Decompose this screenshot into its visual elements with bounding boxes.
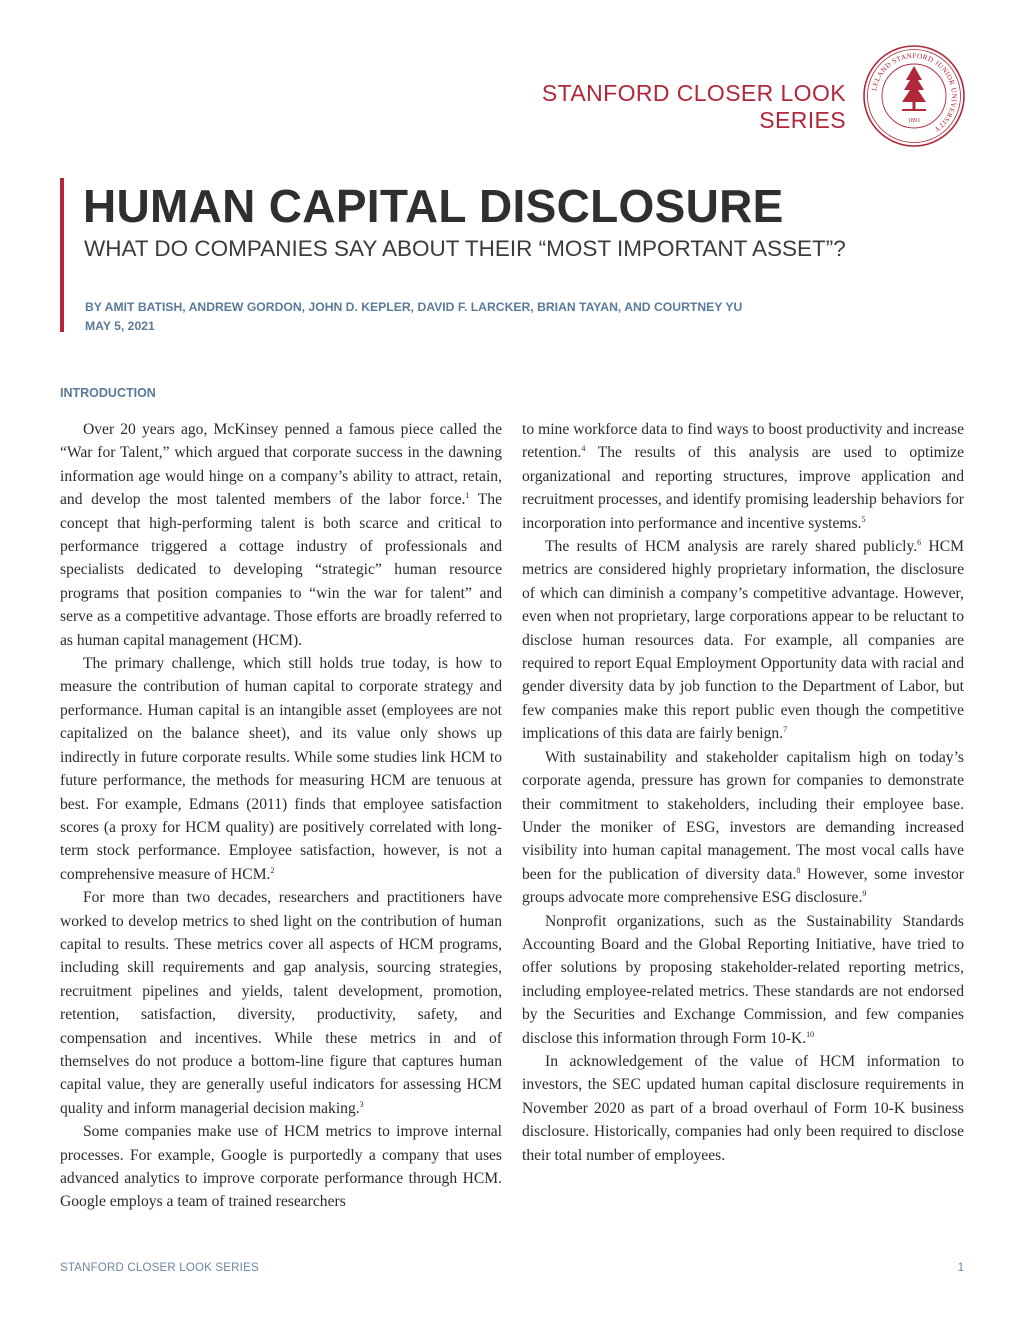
document-subtitle: WHAT DO COMPANIES SAY ABOUT THEIR “MOST IMPORTANT ASSET”? [84, 236, 846, 261]
body-paragraph: to mine workforce data to find ways to boost productivity and increase retention.$^4$ The results of this analysis are used to optimize organizational and reporting structures, improve application and recruitment processes, and identify promising leadership behaviors for incorporation into performance and incentive systems.$^5$ [522, 421, 964, 532]
byline [85, 298, 742, 336]
svg-text:1891: 1891 [907, 117, 921, 124]
footnote-marker: 2 [270, 865, 275, 875]
author-list: BY AMIT BATISH, ANDREW GORDON, JOHN D. KEPLER, DAVID F. LARCKER, BRIAN TAYAN, AND COURTNEY YU [85, 300, 743, 314]
footnote-marker: 10 [806, 1029, 815, 1039]
footnote-marker: 4 [581, 444, 586, 454]
body-paragraph: Nonprofit organizations, such as the Sustainability Standards Accounting Board and the Global Reporting Initiative, have tried to offer solutions by proposing stakeholder-related reporting metrics, including employee-related metrics. These standards are not endorsed by the Securities and Exchange Commission, and few companies disclose this information through Form 10-K.$^{10}$ [522, 912, 964, 1047]
title-accent-bar [60, 178, 64, 332]
body-paragraph: The primary challenge, which still holds true today, is how to measure the contribution of human capital to corporate strategy and performance. Human capital is an intangible asset (employees are not capitalized on the balance sheet), and its value only shows up indirectly in future corporate results. While some studies link HCM to future performance, the methods for measuring HCM are tenuous at best. For example, Edmans (2011) finds that employee satisfaction scores (a proxy for HCM quality) are positively correlated with long-term stock performance. Employee satisfaction, however, is not a comprehensive measure of HCM.$^2$ [60, 655, 502, 883]
footnote-marker: 6 [917, 538, 922, 548]
section-heading-introduction: INTRODUCTION [60, 386, 156, 400]
footnote-marker: 3 [359, 1099, 364, 1109]
body-paragraph: In acknowledgement of the value of HCM information to investors, the SEC updated human capital disclosure requirements in November 2020 as part of a broad overhaul of Form 10-K business disclosure. Historically, companies had only been required to disclose their total number of employees. [522, 1052, 964, 1164]
footnote-marker: 9 [862, 889, 867, 899]
svg-text:LELAND STANFORD JUNIOR UNIVERS: LELAND STANFORD JUNIOR UNIVERSITY [870, 51, 959, 134]
body-paragraph: The results of HCM analysis are rarely shared publicly.$^6$ HCM metrics are considered highly proprietary information, the disclosure of which can diminish a company’s competitive advantage. However, even when not proprietary, large corporations appear to be reluctant to disclose human resources data. For example, all companies are required to report Equal Employment Opportunity data with racial and gender diversity data by job function to the Department of Labor, but few companies make this report public even though the competitive implications of this data are fairly benign.$^7$ [522, 538, 964, 743]
body-column-left [60, 418, 502, 1214]
page-number: 1 [957, 1262, 964, 1274]
footer-series: STANFORD CLOSER LOOK SERIES [60, 1262, 259, 1274]
body-paragraph: Some companies make use of HCM metrics to improve internal processes. For example, Google is purportedly a company that uses advanced analytics to improve corporate performance through HCM. Google employs a team of trained researchers [60, 1123, 502, 1211]
series-header: STANFORD CLOSER LOOK SERIES [541, 80, 846, 133]
publication-date: MAY 5, 2021 [85, 319, 155, 333]
body-paragraph: With sustainability and stakeholder capitalism high on today’s corporate agenda, pressure has grown for companies to demonstrate their commitment to stakeholders, including their employee base. Under the moniker of ESG, investors are demanding increased visibility into human capital management. The most vocal calls have been for the publication of diversity data.$^8$ However, some investor groups advocate more comprehensive ESG disclosure.$^9$ [522, 748, 964, 907]
footnote-marker: 7 [783, 725, 788, 735]
body-column-right [522, 418, 964, 1167]
body-paragraph: Over 20 years ago, McKinsey penned a famous piece called the “War for Talent,” which argued that corporate success in the dawning information age would hinge on a company’s ability to attract, retain, and develop the most talented members of the labor force.$^1$ The concept that high-performing talent is both scarce and critical to performance triggered a cottage industry of professionals and specialists dedicated to developing “strategic” human resource programs that position companies to “win the war for talent” and serve as a competitive advantage. Those efforts are broadly referred to as human capital management (HCM). [60, 421, 502, 649]
document-title: HUMAN CAPITAL DISCLOSURE [83, 180, 784, 232]
footnote-marker: 8 [796, 865, 801, 875]
footnote-marker: 5 [861, 514, 866, 524]
stanford-seal-logo [862, 44, 966, 148]
body-paragraph: For more than two decades, researchers and practitioners have worked to develop metrics to shed light on the contribution of human capital to results. These metrics cover all aspects of HCM programs, including skill requirements and gap analysis, sourcing strategies, recruitment pipelines and yields, talent development, promotion, retention, satisfaction, diversity, productivity, safety, and compensation and incentives. While these metrics in and of themselves do not produce a bottom-line figure that captures human capital value, they are generally useful indicators for assessing HCM quality and inform managerial decision making.$^3$ [60, 889, 502, 1117]
footnote-marker: 1 [465, 491, 470, 501]
